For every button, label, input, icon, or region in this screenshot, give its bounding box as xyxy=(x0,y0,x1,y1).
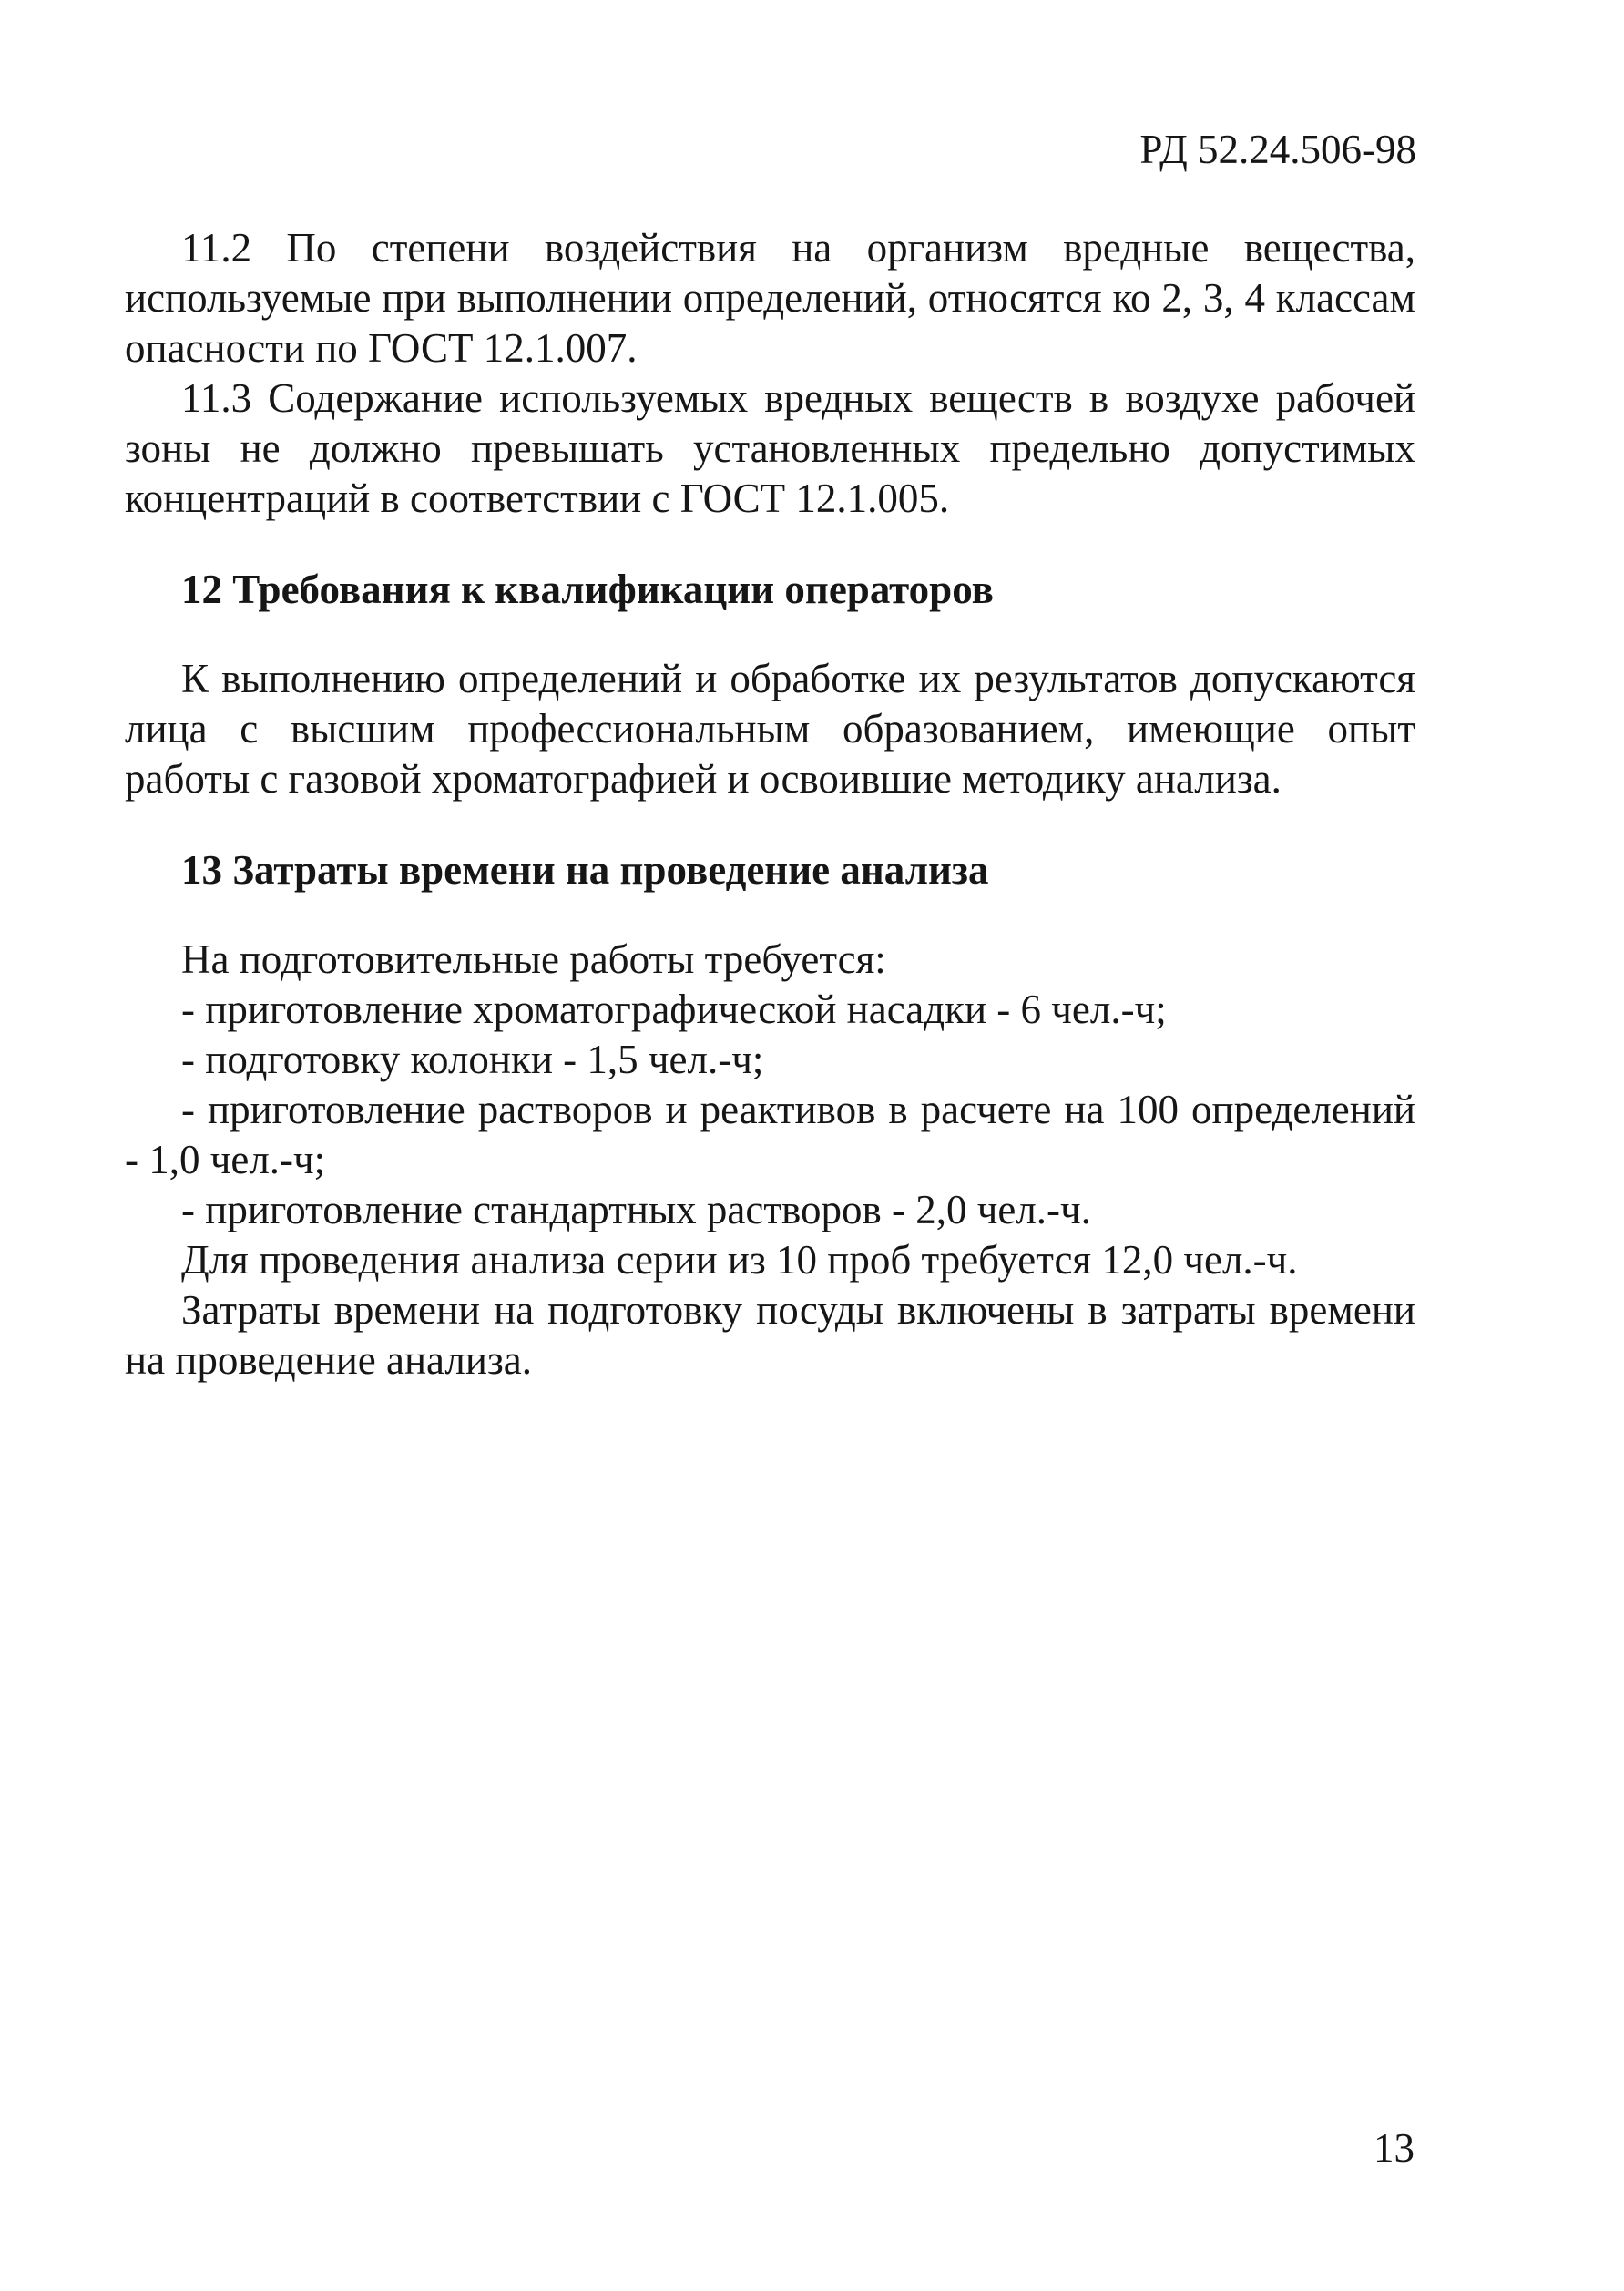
section-13-title: 13 Затраты времени на проведение анализа xyxy=(181,847,989,893)
list-item: - приготовление растворов и реактивов в расчете на 100 определений - 1,0 чел.-ч; xyxy=(125,1087,1415,1182)
list-item: - приготовление стандартных растворов - 2,0 чел.-ч. xyxy=(181,1187,1091,1232)
list-item: - подготовку колонки - 1,5 чел.-ч; xyxy=(181,1037,764,1082)
document-code: РД 52.24.506-98 xyxy=(1139,127,1416,172)
section-13-series: Для проведения анализа серии из 10 проб требуется 12,0 чел.-ч. xyxy=(181,1237,1298,1283)
section-12-body: К выполнению определений и обработке их результатов допускаются лица с высшим профессиональным образованием, имеющие опыт работы с газовой хроматографией и освоившие методику анализа. xyxy=(125,656,1415,802)
section-12-title: 12 Требования к квалификации операторов xyxy=(181,567,994,612)
document-body xyxy=(125,223,1415,1386)
section-13-dishes: Затраты времени на подготовку посуды включены в затраты времени на проведение анализа. xyxy=(125,1287,1415,1383)
page-number: 13 xyxy=(1374,2125,1415,2171)
list-item: - приготовление хроматографической насадки - 6 чел.-ч; xyxy=(181,987,1167,1032)
paragraph-11-2: 11.2 По степени воздействия на организм вредные вещества, используемые при выполнении определений, относятся ко 2, 3, 4 классам опасности по ГОСТ 12.1.007. xyxy=(125,225,1415,371)
paragraph-11-3: 11.3 Содержание используемых вредных веществ в воздухе рабочей зоны не должно превышать установленных предельно допустимых концентраций в соответствии с ГОСТ 12.1.005. xyxy=(125,375,1415,521)
section-13-intro: На подготовительные работы требуется: xyxy=(181,936,886,982)
